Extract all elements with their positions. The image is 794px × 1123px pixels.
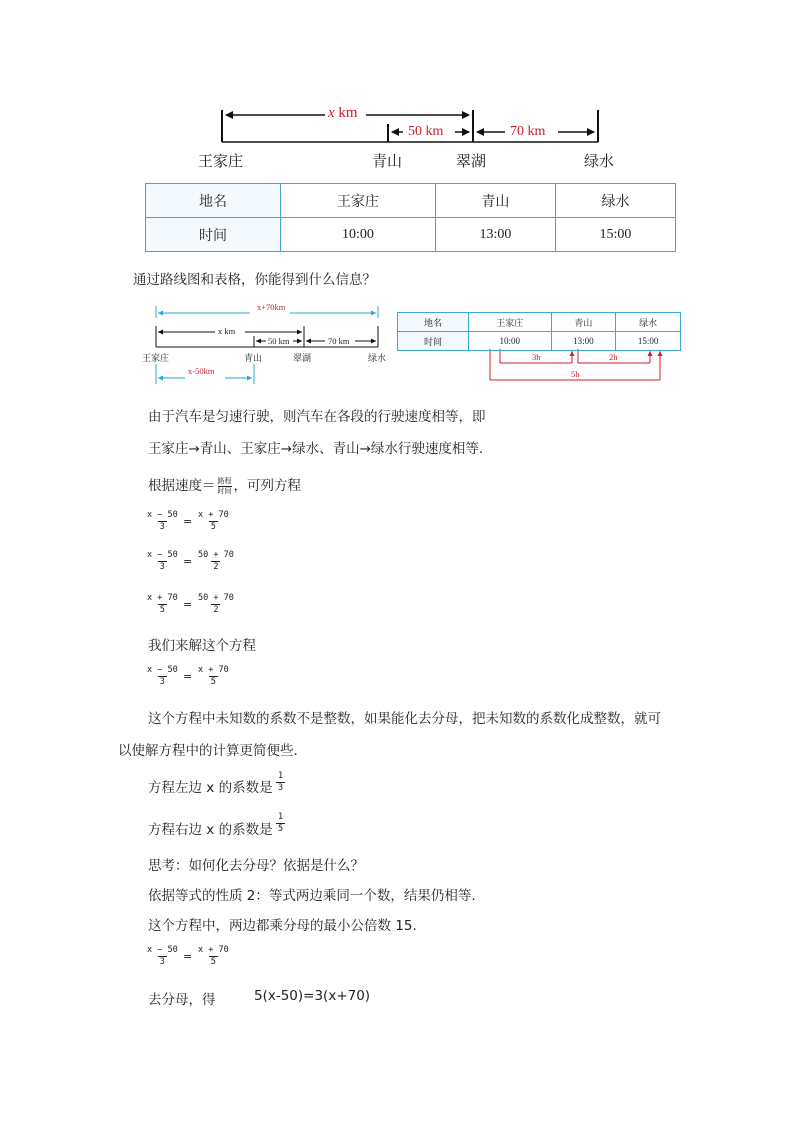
70km-label: 70 km [510,124,546,139]
table-cell: 王家庄 [469,313,552,332]
paragraph-6: 以使解方程中的计算更简便些. [118,743,298,759]
fraction-numerator: 路程 [217,476,232,485]
station-lvshui: 绿水 [584,152,615,170]
denominator: 3 [278,783,284,793]
paragraph-3 [148,474,301,496]
table-cell: 绿水 [555,184,675,218]
station-qingshan: 青山 [372,152,403,170]
table-cell: 13:00 [551,332,616,351]
denominator: 3 [159,957,165,967]
coef-left-fraction [276,771,285,794]
station-wangjiazhuang: 王家庄 [198,152,244,170]
numerator: x − 50 [147,665,178,675]
numerator: 50 + 70 [198,550,234,560]
table-cell: 15:00 [616,332,681,351]
fraction-left [145,550,180,573]
paragraph-8: 方程右边 x 的系数是 [148,822,273,838]
paragraph-11: 这个方程中，两边都乘分母的最小公倍数 15. [148,918,417,934]
small-station-qingshan: 青山 [244,354,263,364]
paragraph-4: 我们来解这个方程 [148,638,256,654]
equals-sign: = [183,950,193,963]
paragraph-1: 由于汽车是匀速行驶，则汽车在各段的行驶速度相等，即 [148,409,486,425]
small-station-wangjiazhuang: 王家庄 [142,354,170,364]
denominator: 3 [159,677,165,687]
numerator: x + 70 [198,510,229,520]
denominator: 5 [210,677,216,687]
small-station-lvshui: 绿水 [368,354,387,364]
table-cell: 10:00 [469,332,552,351]
numerator: x − 50 [147,510,178,520]
numerator: x + 70 [198,945,229,955]
fraction-left [145,665,180,688]
fraction-right [196,945,231,968]
denominator: 2 [213,605,219,615]
table-cell: 10:00 [281,218,436,252]
paragraph-7: 方程左边 x 的系数是 [148,780,273,796]
paragraph-12: 去分母，得 [148,992,216,1008]
numerator: 50 + 70 [198,593,234,603]
numerator: x − 50 [147,945,178,955]
table-row [398,313,681,332]
small-schedule-table [397,312,681,351]
denominator: 5 [159,605,165,615]
table-cell: 绿水 [616,313,681,332]
numerator: 1 [278,812,284,822]
table-cell: 15:00 [555,218,675,252]
x-km-label: x km [328,105,358,121]
equals-sign: = [183,670,193,683]
equals-sign: = [183,515,193,528]
small-station-cuihu: 翠湖 [293,354,312,364]
fraction-right [196,550,236,573]
label-3h: 3h [532,352,541,362]
denominator: 5 [278,824,284,834]
table-row [398,332,681,351]
paragraph-5: 这个方程中未知数的系数不是整数，如果能化去分母，把未知数的系数化成整数，就可 [148,711,661,727]
denominator: 3 [159,562,165,572]
numerator: 1 [278,771,284,781]
numerator: x + 70 [198,665,229,675]
question-text: 通过路线图和表格，你能得到什么信息？ [133,272,376,288]
station-cuihu: 翠湖 [456,152,487,170]
fraction-left [145,593,180,616]
result-equation: 5(x-50)=3(x+70) [254,988,371,1004]
fraction-left [145,510,180,533]
table-cell: 时间 [146,218,281,252]
numerator: x + 70 [147,593,178,603]
denominator: 5 [210,522,216,532]
denominator: 3 [159,522,165,532]
paragraph-9: 思考：如何化去分母？依据是什么？ [148,858,364,874]
x-minus-50-label: x-50km [188,366,215,376]
fraction-right [196,665,231,688]
table-cell: 地名 [146,184,281,218]
table-cell: 地名 [398,313,469,332]
table-cell: 青山 [435,184,555,218]
fraction-right [196,593,236,616]
label-2h: 2h [609,352,618,362]
label-5h: 5h [571,369,580,379]
paragraph-2: 王家庄→青山、王家庄→绿水、青山→绿水行驶速度相等. [148,441,484,457]
x-plus-70-label: x+70km [257,302,286,312]
fraction-left [145,945,180,968]
speed-fraction [218,477,232,496]
table-cell: 青山 [551,313,616,332]
text-segment: 根据速度＝ [148,478,216,494]
table-cell: 13:00 [435,218,555,252]
equals-sign: = [183,598,193,611]
fraction-denominator: 时间 [217,486,232,495]
text-segment: ，可列方程 [233,478,301,494]
paragraph-10: 依据等式的性质 2：等式两边乘同一个数，结果仍相等. [148,888,476,904]
coef-right-fraction [276,812,285,835]
equals-sign: = [183,555,193,568]
small-70km-label: 70 km [328,336,350,346]
small-50km-label: 50 km [268,336,290,346]
denominator: 2 [213,562,219,572]
small-x-km-label: x km [218,326,236,336]
denominator: 5 [210,957,216,967]
50km-label: 50 km [408,124,444,139]
fraction-right [196,510,231,533]
table-cell: 王家庄 [281,184,436,218]
table-cell: 时间 [398,332,469,351]
numerator: x − 50 [147,550,178,560]
